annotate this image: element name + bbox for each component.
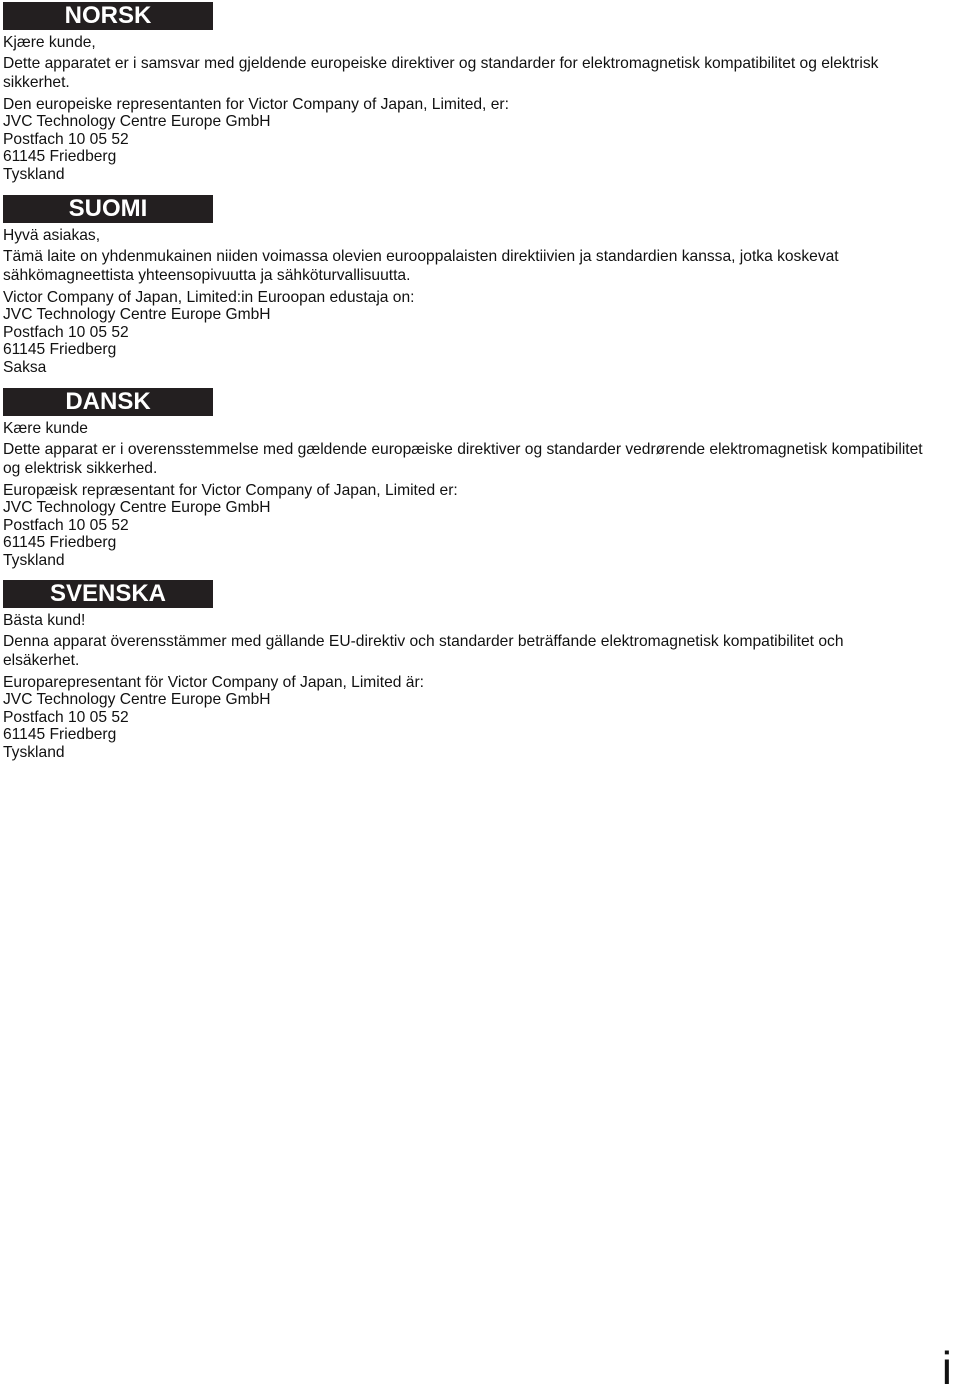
address-postfach: Postfach 10 05 52	[3, 323, 129, 341]
representative-suomi: Victor Company of Japan, Limited:in Euroopan edustaja on:	[3, 288, 415, 306]
section-header-norsk: NORSK	[3, 2, 213, 30]
greeting-svenska: Bästa kund!	[3, 612, 86, 629]
body-suomi: Tämä laite on yhdenmukainen niiden voimassa olevien eurooppalaisten direktiivien ja standardien kanssa, jotka koskevat sähkömagneettista yhteensopivuutta ja sähköturvallisuutta.	[3, 247, 839, 284]
address-country: Tyskland	[3, 551, 65, 569]
section-header-suomi: SUOMI	[3, 195, 213, 223]
greeting-suomi: Hyvä asiakas,	[3, 227, 101, 244]
body-norsk: Dette apparatet er i samsvar med gjeldende europeiske direktiver og standarder for elektromagnetisk kompatibilitet og elektrisk sikkerhet.	[3, 54, 879, 91]
body-svenska: Denna apparat överensstämmer med gällande EU-direktiv och standarder beträffande elektromagnetisk kompatibilitet och elsäkerhet.	[3, 632, 844, 669]
address-country: Tyskland	[3, 165, 65, 183]
address-city: 61145 Friedberg	[3, 534, 117, 551]
section-svenska	[3, 580, 943, 761]
section-norsk	[3, 2, 943, 183]
address-city: 61145 Friedberg	[3, 148, 117, 165]
section-dansk	[3, 388, 943, 569]
address-company: JVC Technology Centre Europe GmbH	[3, 499, 271, 516]
greeting-dansk: Kære kunde	[3, 420, 88, 437]
address-postfach: Postfach 10 05 52	[3, 130, 129, 148]
greeting-norsk: Kjære kunde,	[3, 34, 96, 51]
address-company: JVC Technology Centre Europe GmbH	[3, 113, 271, 130]
representative-svenska: Europarepresentant för Victor Company of Japan, Limited är:	[3, 673, 424, 691]
address-postfach: Postfach 10 05 52	[3, 516, 129, 534]
address-city: 61145 Friedberg	[3, 726, 117, 743]
section-header-svenska: SVENSKA	[3, 580, 213, 608]
page-letter: i	[941, 1342, 952, 1394]
body-dansk: Dette apparat er i overensstemmelse med gældende europæiske direktiver og standarder vedrørende elektromagnetisk kompatibilitet og elektrisk sikkerhed.	[3, 440, 923, 477]
address-city: 61145 Friedberg	[3, 341, 117, 358]
address-company: JVC Technology Centre Europe GmbH	[3, 691, 271, 708]
representative-norsk: Den europeiske representanten for Victor Company of Japan, Limited, er:	[3, 95, 509, 113]
section-header-dansk: DANSK	[3, 388, 213, 416]
representative-dansk: Europæisk repræsentant for Victor Company of Japan, Limited er:	[3, 481, 458, 499]
section-suomi	[3, 195, 943, 376]
address-company: JVC Technology Centre Europe GmbH	[3, 306, 271, 323]
address-country: Saksa	[3, 358, 47, 376]
address-country: Tyskland	[3, 743, 65, 761]
address-postfach: Postfach 10 05 52	[3, 708, 129, 726]
